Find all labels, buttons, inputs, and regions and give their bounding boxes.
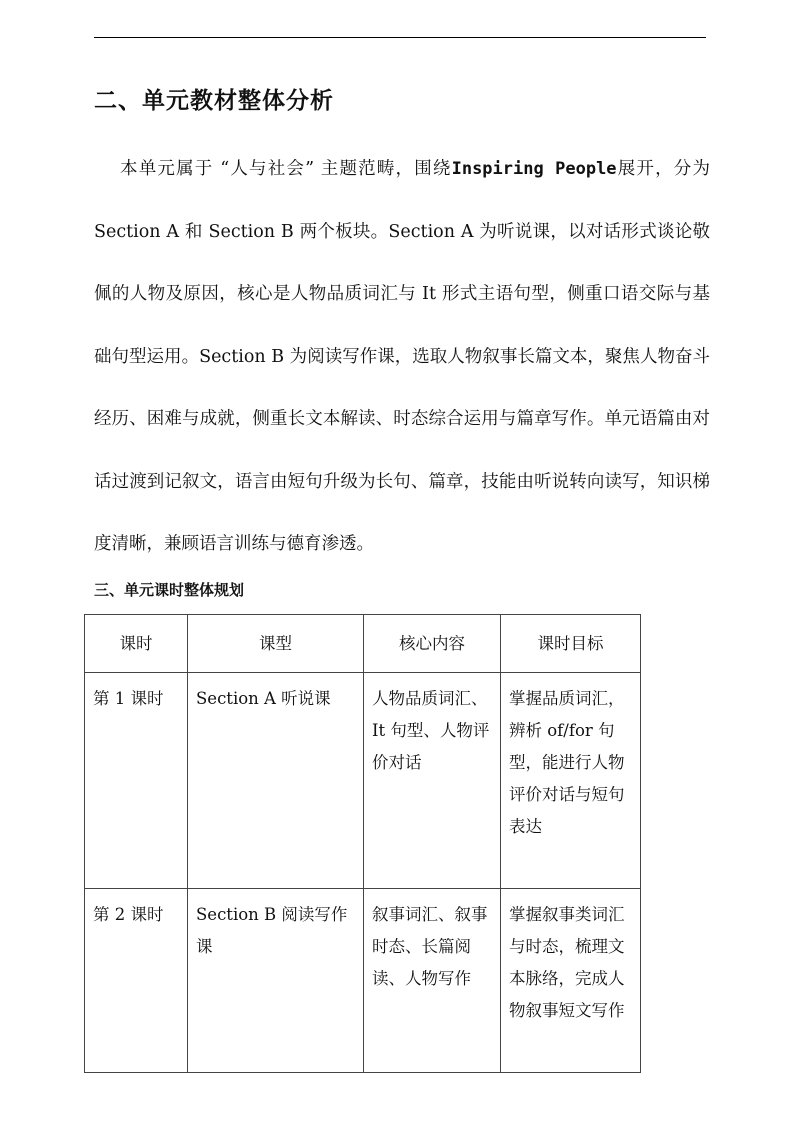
table-cell: 掌握品质词汇，辨析 of/for 句型，能进行人物评价对话与短句表达 bbox=[501, 673, 641, 889]
column-header: 课时 bbox=[85, 615, 188, 673]
table-cell: 掌握叙事类词汇与时态，梳理文本脉络，完成人物叙事短文写作 bbox=[501, 889, 641, 1073]
paragraph-text-start: 本单元属于 “人与社会” 主题范畴，围绕 bbox=[120, 159, 452, 179]
table-cell: Section A 听说课 bbox=[188, 673, 364, 889]
lesson-plan-table bbox=[84, 614, 641, 1073]
table-cell: Section B 阅读写作课 bbox=[188, 889, 364, 1073]
paragraph-text-rest: 展开，分为 Section A 和 Section B 两个板块。Section A 为听说课，以对话形式谈论敬佩的人物及原因，核心是人物品质词汇与 It 形式主语句型，侧重口语交际与基础句型运用。Section B 为阅读写作课，选取人物叙事长篇文本，聚焦人物奋斗经历、困难与成就，侧重长文本解读、时态综合运用与篇章写作。单元语篇由对话过渡到记叙文，语言由短句升级为长句、篇章，技能由听说转向读写，知识梯度清晰，兼顾语言训练与德育渗透。 bbox=[94, 159, 710, 554]
header-rule bbox=[94, 37, 706, 38]
table-row bbox=[85, 889, 641, 1073]
column-header: 课时目标 bbox=[501, 615, 641, 673]
table-cell: 叙事词汇、叙事时态、长篇阅读、人物写作 bbox=[364, 889, 501, 1073]
analysis-paragraph bbox=[94, 138, 710, 576]
theme-title: Inspiring People bbox=[451, 159, 617, 179]
section-heading-plan: 三、单元课时整体规划 bbox=[94, 581, 245, 599]
table-cell: 第 1 课时 bbox=[85, 673, 188, 889]
table-cell: 第 2 课时 bbox=[85, 889, 188, 1073]
section-heading-analysis: 二、单元教材整体分析 bbox=[94, 88, 334, 114]
table-header-row bbox=[85, 615, 641, 673]
column-header: 核心内容 bbox=[364, 615, 501, 673]
table-row bbox=[85, 673, 641, 889]
column-header: 课型 bbox=[188, 615, 364, 673]
table-cell: 人物品质词汇、It 句型、人物评价对话 bbox=[364, 673, 501, 889]
